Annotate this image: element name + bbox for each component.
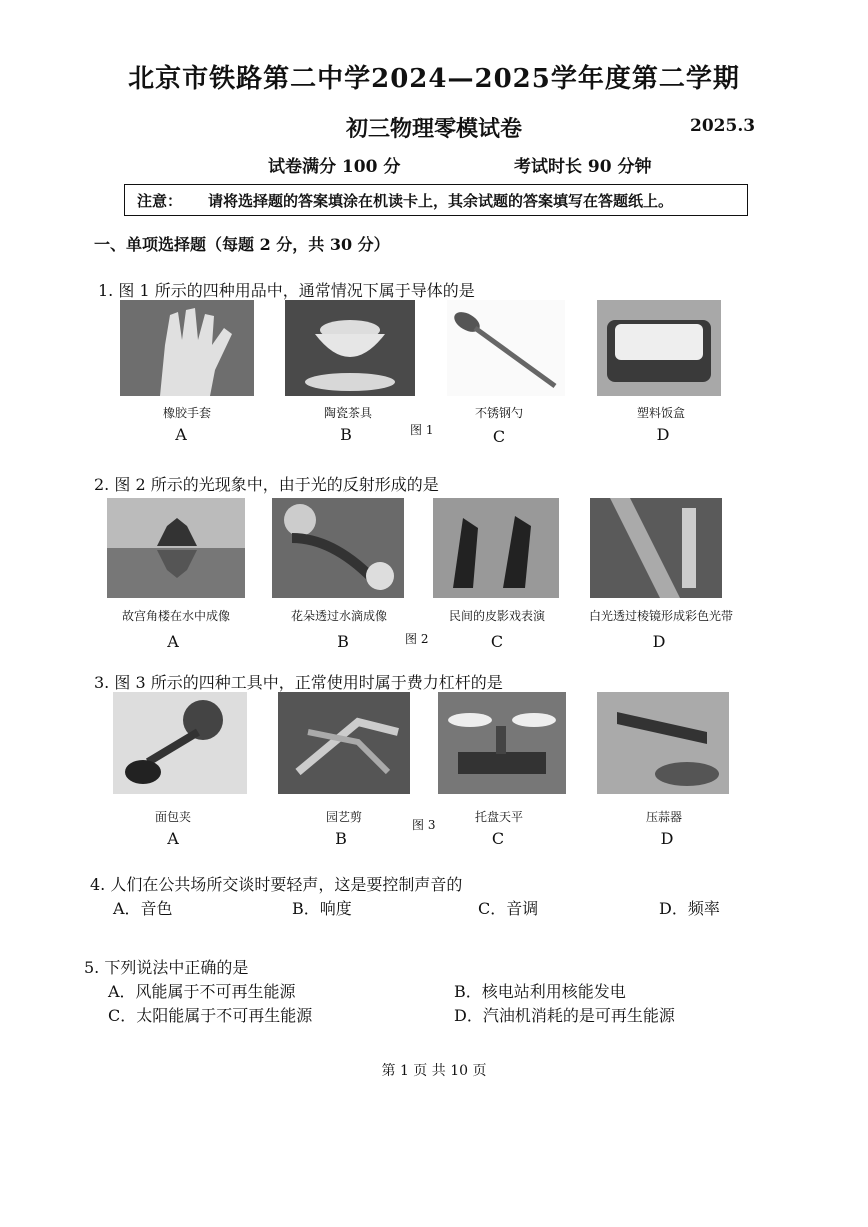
full-score: 试卷满分 100 分: [268, 157, 401, 177]
q3-letter-a: A: [167, 829, 179, 848]
q1-caption-d: 塑料饭盒: [636, 406, 685, 420]
exam-title: 北京市铁路第二中学2024—2025学年度第二学期: [128, 64, 740, 94]
q1-caption-a: 橡胶手套: [162, 406, 211, 420]
question-3-stem: 3. 图 3 所示的四种工具中，正常使用时属于费力杠杆的是: [94, 673, 503, 692]
figure-2-label: 图 2: [405, 632, 429, 646]
notice-box: [124, 184, 748, 216]
notice-label: 注意：: [137, 192, 183, 210]
q5-choice-d: D．汽油机消耗的是可再生能源: [454, 1006, 675, 1025]
q3-caption-b: 园艺剪: [325, 810, 362, 824]
palace-reflection-icon: [107, 498, 245, 598]
q3-letter-b: B: [335, 829, 347, 848]
q2-caption-b: 花朵透过水滴成像: [290, 609, 387, 623]
q4-choice-a: A．音色: [113, 899, 173, 918]
q5-choice-c: C．太阳能属于不可再生能源: [108, 1006, 313, 1025]
question-4-stem: 4. 人们在公共场所交谈时要轻声，这是要控制声音的: [90, 875, 463, 894]
flower-water-drop-icon: [272, 498, 404, 598]
q2-caption-d: 白光透过棱镜形成彩色光带: [588, 609, 733, 623]
q2-letter-a: A: [167, 632, 179, 651]
q1-letter-d: D: [656, 425, 670, 444]
question-1-stem: 1. 图 1 所示的四种用品中，通常情况下属于导体的是: [98, 281, 475, 300]
exam-date: 2025.3: [690, 116, 756, 136]
q4-choice-b: B．响度: [292, 899, 352, 918]
q3-caption-a: 面包夹: [154, 810, 191, 824]
q1-letter-c: C: [492, 427, 506, 446]
prism-spectrum-icon: [590, 498, 722, 598]
q4-choice-d: D．频率: [659, 899, 720, 918]
q1-caption-c: 不锈钢勺: [474, 406, 523, 420]
q2-caption-c: 民间的皮影戏表演: [448, 609, 545, 623]
q2-letter-b: B: [337, 632, 349, 651]
q5-choice-b: B．核电站利用核能发电: [454, 982, 626, 1001]
q4-choice-c: C．音调: [478, 899, 539, 918]
plastic-lunchbox-icon: [597, 300, 721, 396]
q1-letter-b: B: [340, 425, 352, 444]
q1-letter-a: A: [175, 425, 187, 444]
page-number: 第 1 页 共 10 页: [381, 1063, 487, 1079]
q3-caption-d: 压蒜器: [645, 810, 682, 824]
rubber-glove-icon: [120, 300, 254, 396]
exam-duration: 考试时长 90 分钟: [514, 157, 652, 177]
bread-tongs-icon: [113, 692, 247, 794]
q3-caption-c: 托盘天平: [474, 810, 523, 824]
tray-balance-icon: [438, 692, 566, 794]
question-5-stem: 5. 下列说法中正确的是: [84, 958, 249, 977]
q3-letter-c: C: [491, 829, 505, 848]
q3-letter-d: D: [660, 829, 674, 848]
q2-caption-a: 故宫角楼在水中成像: [121, 609, 230, 623]
steel-spoon-icon: [447, 300, 565, 396]
q2-letter-c: C: [490, 632, 504, 651]
garden-shears-icon: [278, 692, 410, 794]
shadow-puppet-icon: [433, 498, 559, 598]
notice-text: 请将选择题的答案填涂在机读卡上，其余试题的答案填写在答题纸上。: [208, 192, 674, 210]
figure-3-label: 图 3: [412, 818, 436, 832]
exam-subtitle: 初三物理零模试卷: [345, 116, 522, 142]
section-heading: 一、单项选择题（每题 2 分，共 30 分）: [94, 235, 390, 254]
q5-choice-a: A．风能属于不可再生能源: [108, 982, 296, 1001]
garlic-press-icon: [597, 692, 729, 794]
figure-1-label: 图 1: [410, 423, 434, 437]
q1-caption-b: 陶瓷茶具: [323, 406, 372, 420]
ceramic-tea-set-icon: [285, 300, 415, 396]
question-2-stem: 2. 图 2 所示的光现象中，由于光的反射形成的是: [94, 475, 439, 494]
q2-letter-d: D: [652, 632, 666, 651]
